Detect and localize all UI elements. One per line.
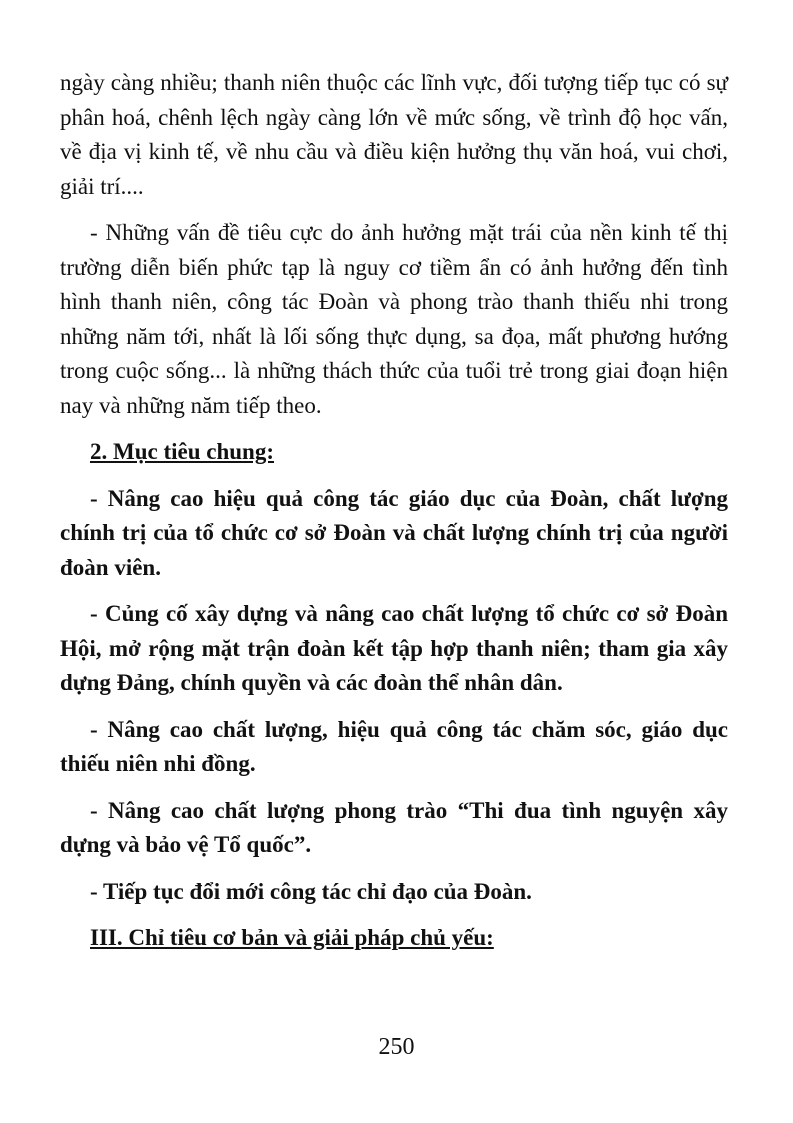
goal-item-1: - Nâng cao hiệu quả công tác giáo dục của Đoàn, chất lượng chính trị của tổ chức cơ sở Đoàn và chất lượng chính trị của người đoàn viên.	[60, 485, 728, 580]
goal-item-2: - Củng cố xây dựng và nâng cao chất lượng tổ chức cơ sở Đoàn Hội, mở rộng mặt trận đoàn kết tập hợp thanh niên; tham gia xây dựng Đảng, chính quyền và các đoàn thể nhân dân.	[60, 601, 728, 695]
goal-item-3: - Nâng cao chất lượng, hiệu quả công tác chăm sóc, giáo dục thiếu niên nhi đồng.	[60, 716, 728, 776]
section-heading-targets-text: III. Chỉ tiêu cơ bản và giải pháp chủ yếu:	[90, 925, 494, 950]
document-page	[60, 66, 728, 956]
section-heading-targets	[60, 921, 728, 956]
paragraph-continuation: ngày càng nhiều; thanh niên thuộc các lĩnh vực, đối tượng tiếp tục có sự phân hoá, chênh lệch ngày càng lớn về mức sống, về trình độ học vấn, về địa vị kinh tế, về nhu cầu và điều kiện hưởng thụ văn hoá, vui chơi, giải trí....	[60, 70, 728, 199]
goal-item-4: - Nâng cao chất lượng phong trào “Thi đua tình nguyện xây dựng và bảo vệ Tổ quốc”.	[60, 797, 728, 857]
goal-item-5: - Tiếp tục đổi mới công tác chỉ đạo của Đoàn.	[90, 878, 532, 904]
paragraph-challenges: - Những vấn đề tiêu cực do ảnh hưởng mặt trái của nền kinh tế thị trường diễn biến phức tạp là nguy cơ tiềm ẩn có ảnh hưởng đến tình hình thanh niên, công tác Đoàn và phong trào thanh thiếu nhi trong những năm tới, nhất là lối sống thực dụng, sa đọa, mất phương hướng trong cuộc sống... là những thách thức của tuổi trẻ trong giai đoạn hiện nay và những năm tiếp theo.	[60, 220, 728, 418]
page-number: 250	[378, 1034, 415, 1060]
section-heading-goals-text: 2. Mục tiêu chung:	[90, 439, 274, 464]
section-heading-goals	[60, 435, 728, 470]
